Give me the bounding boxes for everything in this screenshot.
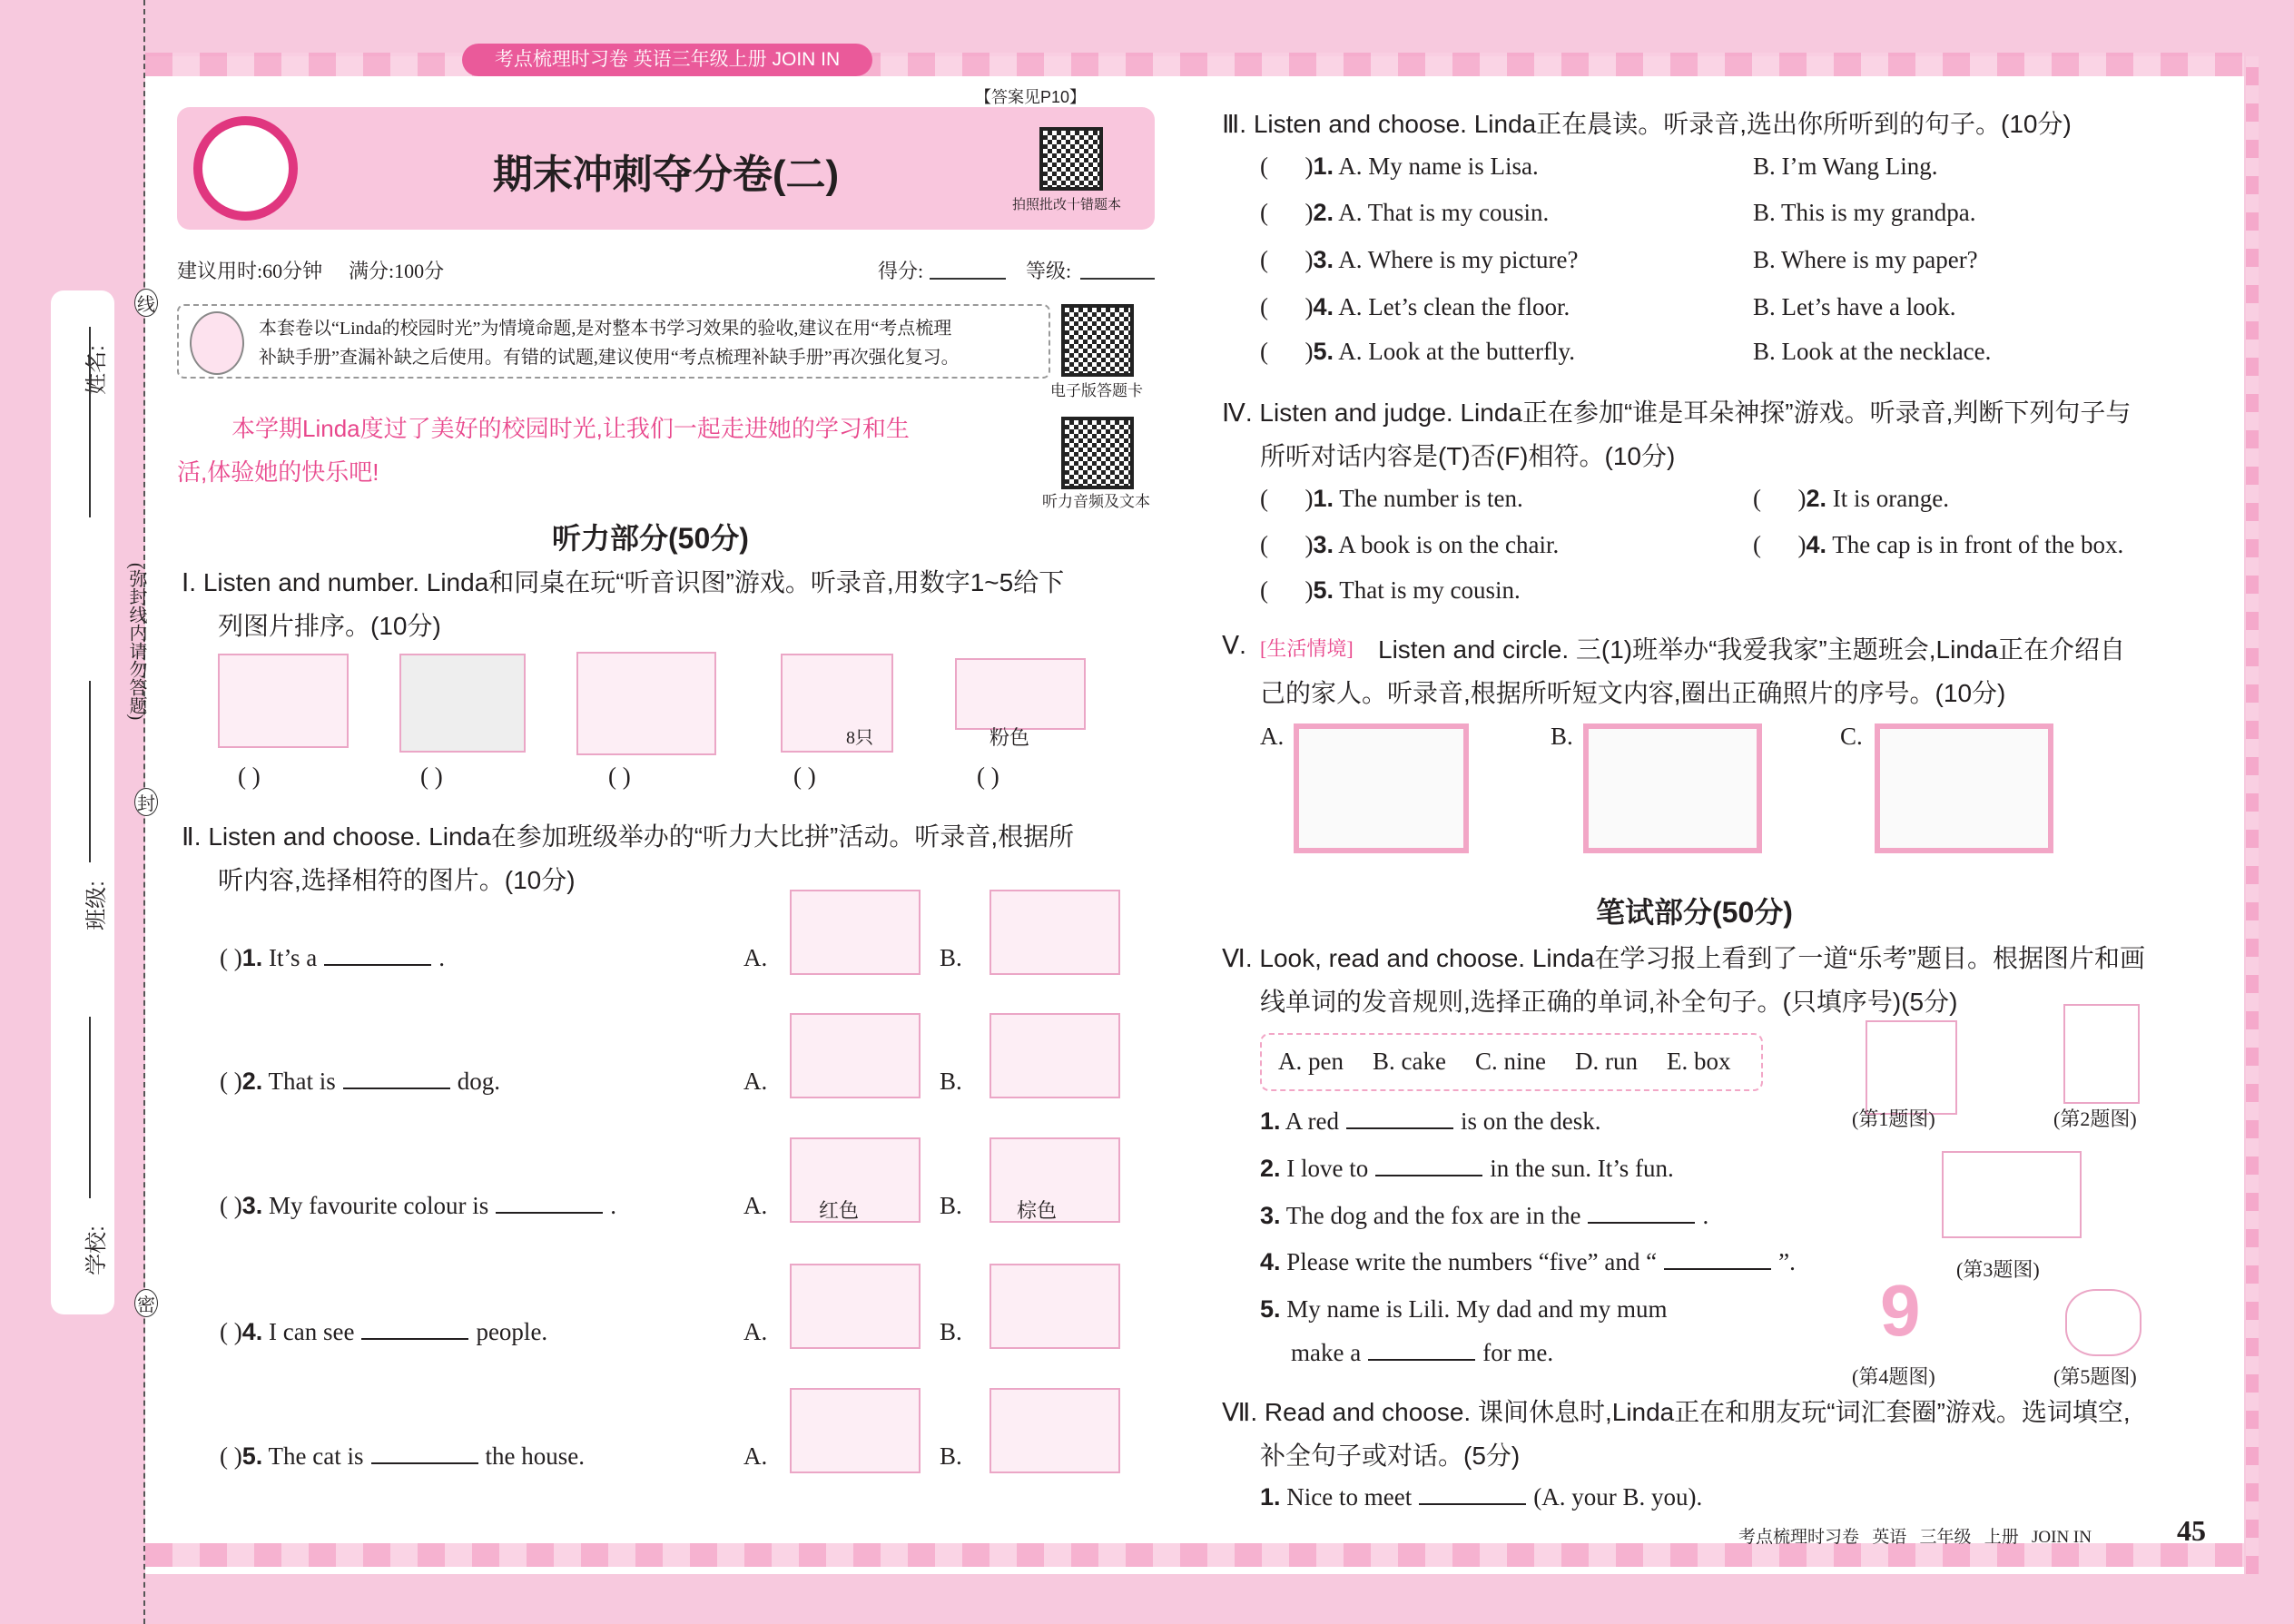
item-text: That is my cousin. <box>1339 576 1521 604</box>
cake-picture <box>2065 1289 2141 1356</box>
pic-caption-3: (第3题图) <box>1956 1258 2040 1281</box>
answer-parentheses[interactable]: ( ) <box>1260 485 1314 512</box>
desk-pen-picture <box>1866 1020 1957 1115</box>
photo-c-label[interactable]: C. <box>1840 723 1863 750</box>
answer-card-qr-icon[interactable] <box>1061 304 1134 377</box>
sec6-instruction-1: Ⅵ. Look, read and choose. Linda在学习报上看到了一道“乐考”题目。根据图片和画 <box>1222 944 2145 972</box>
sec7-instruction-2: 补全句子或对话。(5分) <box>1260 1442 1521 1470</box>
answer-parentheses[interactable]: ( ) <box>220 1192 242 1219</box>
option-b-label[interactable]: B. <box>940 1442 962 1470</box>
sec5-number: Ⅴ. <box>1222 631 1246 659</box>
sec4-item <box>1260 576 1521 605</box>
pic-caption-2: (第2题图) <box>2053 1107 2137 1130</box>
answer-blank <box>496 1192 603 1214</box>
option-a-label[interactable]: A. <box>743 1068 768 1095</box>
answer-blank <box>343 1068 450 1089</box>
ducks-picture <box>781 654 893 753</box>
option-a-picture[interactable] <box>790 1264 921 1349</box>
headphones-tiger-picture <box>218 654 349 748</box>
girl-avatar-icon <box>190 311 244 375</box>
item-text: The cat is <box>268 1442 364 1470</box>
option-a-picture[interactable] <box>790 890 921 975</box>
answer-parentheses[interactable]: ( ) <box>1260 338 1314 365</box>
sec4-item <box>1753 485 1949 513</box>
item-number: 3. <box>1313 246 1334 273</box>
option-a-picture[interactable] <box>790 1013 921 1098</box>
answer-parentheses[interactable]: ( ) <box>1753 531 1807 558</box>
item-number: 4. <box>241 1318 263 1345</box>
item-text: make a <box>1291 1339 1362 1366</box>
item-number: 4. <box>1313 293 1334 320</box>
sec5-tag: [生活情境] <box>1260 637 1354 660</box>
photo-b-label[interactable]: B. <box>1551 723 1573 750</box>
sec4-instruction-2: 所听对话内容是(T)否(F)相符。(10分) <box>1260 442 1676 470</box>
notice-line-2: 补缺手册”查漏补缺之后使用。有错的试题,建议使用“考点梳理补缺手册”再次强化复习。 <box>259 348 960 368</box>
option-a-label[interactable]: A. <box>743 1192 768 1219</box>
item-text-end: people. <box>476 1318 548 1345</box>
option-b-label[interactable]: B. <box>940 1192 962 1219</box>
sec5-instruction-1: Listen and circle. 三(1)班举办“我爱我家”主题班会,Linda正在介绍自 <box>1378 635 2126 664</box>
notice-line-1: 本套卷以“Linda的校园时光”为情境命题,是对整本书学习效果的验收,建议在用“考点梳理 <box>259 319 952 339</box>
sec6-item <box>1260 1295 1668 1324</box>
sec6-item <box>1260 1107 1601 1136</box>
sec2-item <box>220 1192 616 1220</box>
item-number: 1. <box>1313 153 1334 180</box>
answer-blank[interactable] <box>1664 1248 1771 1270</box>
option-b-label[interactable]: B. <box>940 944 962 971</box>
sec2-item <box>220 1318 547 1346</box>
sec1-answer-2[interactable]: ( ) <box>420 763 443 790</box>
item-number: 2. <box>1313 199 1334 226</box>
option-a: A. Let’s clean the floor. <box>1338 293 1570 320</box>
score-field[interactable] <box>930 278 1006 280</box>
sec4-item <box>1260 485 1523 513</box>
title-box <box>177 107 1155 230</box>
answer-parentheses[interactable]: ( ) <box>1260 199 1314 226</box>
option-b-picture[interactable] <box>989 1013 1120 1098</box>
answer-parentheses[interactable]: ( ) <box>220 1068 242 1095</box>
sec1-answer-1[interactable]: ( ) <box>238 763 261 790</box>
answer-card-qr-caption: 电子版答题卡 <box>1050 382 1143 399</box>
writing-section-title: 笔试部分(50分) <box>1596 896 1793 929</box>
notice-box <box>177 304 1050 379</box>
option-a-label[interactable]: A. <box>743 1442 768 1470</box>
pic-caption-1: (第1题图) <box>1852 1107 1935 1130</box>
item-number: 3. <box>241 1192 263 1219</box>
class-field[interactable] <box>89 681 91 862</box>
school-field[interactable] <box>89 1017 91 1198</box>
item-number: 4. <box>1260 1248 1281 1275</box>
school-label: 学校: <box>84 1225 109 1275</box>
sec3-item <box>1260 338 1575 366</box>
item-number: 5. <box>241 1442 263 1470</box>
answer-parentheses[interactable]: ( ) <box>1260 293 1314 320</box>
answer-blank <box>361 1318 468 1340</box>
sec7-instruction-1: Ⅶ. Read and choose. 课间休息时,Linda正在和朋友玩“词汇套圈”游戏。选词填空, <box>1222 1398 2131 1426</box>
sec3-instruction: Ⅲ. Listen and choose. Linda正在晨读。听录音,选出你所听到的句子。(10分) <box>1222 110 2072 138</box>
answer-reference: 【答案见P10】 <box>975 88 1087 106</box>
sec6-item-5-line-2 <box>1291 1339 1553 1367</box>
item-text-end: the house. <box>485 1442 585 1470</box>
audio-qr-caption: 听力音频及文本 <box>1042 493 1150 510</box>
sec2-item <box>220 944 445 972</box>
option-b-label[interactable]: B. <box>940 1318 962 1345</box>
option-a: A. Look at the butterfly. <box>1338 338 1575 365</box>
grade-field[interactable] <box>1080 278 1155 280</box>
item-text-end: for me. <box>1482 1339 1554 1366</box>
answer-parentheses[interactable]: ( ) <box>1753 485 1807 512</box>
answer-parentheses[interactable]: ( ) <box>220 1318 242 1345</box>
option-b-picture[interactable] <box>989 890 1120 975</box>
sec4-item <box>1260 531 1559 559</box>
option-a: A. My name is Lisa. <box>1338 153 1539 180</box>
intro-line-2: 活,体验她的快乐吧! <box>177 458 379 486</box>
intro-line-1: 本学期Linda度过了美好的校园时光,让我们一起走进她的学习和生 <box>231 415 910 442</box>
sec1-answer-5[interactable]: ( ) <box>977 763 999 790</box>
item-text: That is <box>268 1068 336 1095</box>
name-label: 姓名: <box>84 345 109 395</box>
student-info-strip <box>51 290 114 1314</box>
series-banner: 考点梳理时习卷 英语三年级上册 JOIN IN <box>462 44 872 76</box>
item-text-end: . <box>438 944 446 971</box>
sec2-item <box>220 1442 585 1471</box>
word-options-box <box>1260 1033 1763 1091</box>
item-text: A red <box>1285 1107 1340 1135</box>
answer-blank[interactable] <box>1368 1339 1475 1361</box>
sec3-item <box>1260 246 1578 274</box>
exam-title: 期末冲刺夺分卷(二) <box>492 153 840 197</box>
item-text: It’s a <box>269 944 318 971</box>
sec1-instruction-1: Ⅰ. Listen and number. Linda和同桌在玩“听音识图”游戏。听录音,用数字1~5给下 <box>182 568 1065 596</box>
family-photo-b[interactable] <box>1583 723 1762 853</box>
option-b: B. Look at the necklace. <box>1753 338 1992 365</box>
fox-dog-box-picture <box>1942 1151 2082 1238</box>
top-wave-border <box>145 53 2244 76</box>
sec5-instruction-2: 己的家人。听录音,根据所听短文内容,圈出正确照片的序号。(10分) <box>1260 679 2006 707</box>
answer-blank <box>324 944 431 966</box>
item-choices: (A. your B. you). <box>1533 1483 1703 1511</box>
listening-section-title: 听力部分(50分) <box>552 522 749 555</box>
sec1-instruction-2: 列图片排序。(10分) <box>218 612 441 640</box>
score-label: 得分: <box>878 260 924 282</box>
option-a-picture[interactable] <box>790 1388 921 1473</box>
item-number: 1. <box>1313 485 1334 512</box>
word-option: A. pen <box>1278 1048 1344 1075</box>
paint-tube-picture <box>955 658 1086 730</box>
answer-blank[interactable] <box>1346 1107 1453 1129</box>
running-girl-picture <box>2063 1004 2140 1104</box>
option-b-picture[interactable] <box>989 1388 1120 1473</box>
answer-parentheses[interactable]: ( ) <box>1260 531 1314 558</box>
answer-blank <box>371 1442 478 1464</box>
item-text: The number is ten. <box>1339 485 1523 512</box>
option-a: A. Where is my picture? <box>1338 246 1579 273</box>
item-text-end: ”. <box>1778 1248 1796 1275</box>
sec1-answer-3[interactable]: ( ) <box>608 763 631 790</box>
option-b: B. Where is my paper? <box>1753 246 1978 273</box>
option-b: B. I’m Wang Ling. <box>1753 153 1938 180</box>
item-text: Nice to meet <box>1286 1483 1413 1511</box>
item-text-end: in the sun. It’s fun. <box>1490 1155 1674 1182</box>
item-text: My name is Lili. My dad and my mum <box>1286 1295 1668 1323</box>
item-text: The dog and the fox are in the <box>1285 1202 1581 1229</box>
photo-a-label[interactable]: A. <box>1260 723 1285 750</box>
answer-parentheses[interactable]: ( ) <box>220 1442 242 1470</box>
sec6-instruction-2: 线单词的发音规则,选择正确的单词,补全句子。(只填序号)(5分) <box>1260 988 1958 1016</box>
item-number: 1. <box>1260 1483 1281 1511</box>
sec3-item <box>1260 153 1539 181</box>
option-b-picture[interactable] <box>989 1264 1120 1349</box>
sec7-item-1 <box>1260 1483 1702 1511</box>
answer-blank[interactable] <box>1375 1155 1482 1176</box>
seal-mark-secret: 密 <box>134 1289 158 1317</box>
item-number: 4. <box>1806 531 1827 558</box>
option-b-caption: 棕色 <box>1017 1199 1058 1222</box>
right-wave-border <box>2246 56 2259 1574</box>
full-score: 满分:100分 <box>349 260 445 282</box>
sec3-item <box>1260 293 1570 321</box>
item-text: The cap is in front of the box. <box>1832 531 2124 558</box>
item-text-end: . <box>1702 1202 1709 1229</box>
option-a-caption: 红色 <box>819 1199 860 1222</box>
name-field[interactable] <box>89 327 91 517</box>
item-text-end: . <box>610 1192 616 1219</box>
word-option: E. box <box>1666 1048 1731 1075</box>
sec1-answer-4[interactable]: ( ) <box>793 763 816 790</box>
option-b: B. Let’s have a look. <box>1753 293 1956 320</box>
item-text-end: is on the desk. <box>1461 1107 1601 1135</box>
sec6-item <box>1260 1248 1796 1276</box>
item-text-end: dog. <box>457 1068 501 1095</box>
item-number: 2. <box>241 1068 263 1095</box>
item-number: 3. <box>1313 531 1334 558</box>
item-text: It is orange. <box>1832 485 1949 512</box>
sec2-instruction-2: 听内容,选择相符的图片。(10分) <box>218 866 576 894</box>
item-number: 5. <box>1313 576 1334 604</box>
sec1-caption-4: 8只 <box>846 728 873 748</box>
sec3-item <box>1260 199 1549 227</box>
item-number: 2. <box>1260 1155 1281 1182</box>
word-option: B. cake <box>1372 1048 1446 1075</box>
option-a-label[interactable]: A. <box>743 1318 768 1345</box>
family-photo-a[interactable] <box>1294 723 1469 853</box>
audio-qr-icon[interactable] <box>1061 417 1134 489</box>
seal-note: (弥封线内请勿答题) <box>126 563 146 721</box>
sec2-item <box>220 1068 500 1096</box>
answer-blank[interactable] <box>1588 1202 1695 1224</box>
number-nine-picture: 9 <box>1880 1270 1921 1351</box>
pic-caption-5: (第5题图) <box>2053 1365 2137 1388</box>
family-photo-c[interactable] <box>1875 723 2053 853</box>
sec1-caption-5: 粉色 <box>989 726 1030 749</box>
answer-blank[interactable] <box>1419 1483 1526 1505</box>
class-label: 班级: <box>84 881 109 930</box>
answer-parentheses[interactable]: ( ) <box>1260 153 1314 180</box>
item-number: 1. <box>241 944 263 971</box>
sec6-item <box>1260 1202 1708 1230</box>
suggested-time: 建议用时:60分钟 <box>177 260 323 282</box>
classroom-desks-picture <box>399 654 526 753</box>
answer-parentheses[interactable]: ( ) <box>1260 246 1314 273</box>
item-text: I love to <box>1286 1155 1369 1182</box>
option-b: B. This is my grandpa. <box>1753 199 1976 226</box>
answer-parentheses[interactable]: ( ) <box>1260 576 1314 604</box>
sec4-item <box>1753 531 2123 559</box>
seal-mark-seal: 封 <box>134 788 158 816</box>
item-number: 1. <box>1260 1107 1281 1135</box>
page-number: 45 <box>2177 1514 2206 1547</box>
item-text: A book is on the chair. <box>1338 531 1560 558</box>
qr-caption: 拍照批改十错题本 <box>1012 197 1122 212</box>
pic-caption-4: (第4题图) <box>1852 1365 1935 1388</box>
answer-parentheses[interactable]: ( ) <box>220 944 242 971</box>
item-number: 5. <box>1313 338 1334 365</box>
children-picture <box>576 652 716 755</box>
item-number: 5. <box>1260 1295 1281 1323</box>
item-text: My favourite colour is <box>269 1192 489 1219</box>
option-b-label[interactable]: B. <box>940 1068 962 1095</box>
qr-code-icon[interactable] <box>1039 127 1103 191</box>
option-a-label[interactable]: A. <box>743 944 768 971</box>
word-option: D. run <box>1574 1048 1638 1075</box>
word-option: C. nine <box>1474 1048 1546 1075</box>
seal-mark-line: 线 <box>134 289 158 317</box>
sec6-item <box>1260 1155 1674 1183</box>
item-number: 2. <box>1806 485 1827 512</box>
item-text: Please write the numbers “five” and “ <box>1286 1248 1658 1275</box>
sec2-instruction-1: Ⅱ. Listen and choose. Linda在参加班级举办的“听力大比拼”活动。听录音,根据所 <box>182 822 1075 851</box>
item-number: 3. <box>1260 1202 1281 1229</box>
sec4-instruction-1: Ⅳ. Listen and judge. Linda正在参加“谁是耳朵神探”游戏。听录音,判断下列句子与 <box>1222 399 2132 427</box>
option-a: A. That is my cousin. <box>1338 199 1550 226</box>
item-text: I can see <box>269 1318 355 1345</box>
footer-text: 考点梳理时习卷 英语 三年级 上册 JOIN IN <box>1738 1528 2092 1547</box>
grade-label: 等级: <box>1026 260 1072 282</box>
